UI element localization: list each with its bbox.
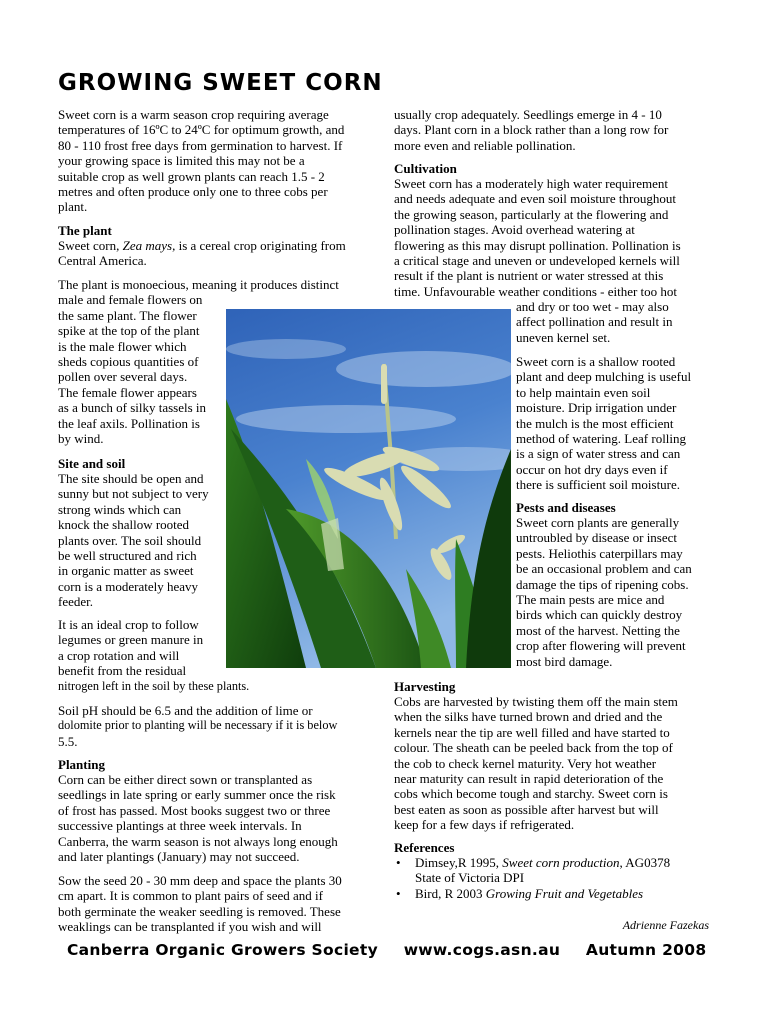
rotation-paragraph: It is an ideal crop to follow legumes or green manure in a crop rotation and will benefit from the residual nitrogen left in the soil by these plants. [58, 617, 250, 693]
heading-the-plant: The plant [58, 223, 112, 238]
author-name: Adrienne Fazekas [622, 918, 709, 932]
planting-paragraph: Corn can be either direct sown or transplanted as seedlings in late spring or early summer once the risk of frost has passed. Most books suggest two or three successive plantings at three week intervals. In Canberra, the warm season is not always long enough and later plantings (January) may not succeed. [58, 772, 338, 865]
seedlings-paragraph: usually crop adequately. Seedlings emerge in 4 - 10 days. Plant corn in a block rather than a long row for more even and reliable pollination. [394, 107, 669, 153]
references-list [394, 855, 670, 901]
plant-paragraph: Sweet corn, Zea mays, is a cereal crop originating from Central America. [58, 238, 346, 269]
sow-paragraph: Sow the seed 20 - 30 mm deep and space the plants 30 cm apart. It is common to plant pairs of seed and if both germinate the weaker seedling is removed. These weaklings can be transplanted if you wish and will [58, 873, 342, 935]
site-paragraph: The site should be open and sunny but not subject to very strong winds which can knock the shallow rooted plants over. The soil should be well structured and rich in organic matter as sweet corn is a moderately heavy feeder. [58, 471, 209, 610]
mulch-paragraph: Sweet corn is a shallow rooted plant and deep mulching is useful to help maintain even soil moisture. Drip irrigation under the mulch is the most efficient method of watering. Leaf rolling is a sign of water stress and can occur on hot dry days even if there is sufficient soil moisture. [516, 354, 692, 493]
monoecious-paragraph: The plant is monoecious, meaning it produces distinct male and female flowers on the same plant. The flower spike at the top of the plant is the male flower which sheds copious quantities of pollen over several days. The female flower appears as a bunch of silky tassels in the leaf axils. Pollination is by wind. [58, 277, 339, 447]
cultivation-paragraph: Sweet corn has a moderately high water requirement and needs adequate and even soil moisture throughout the growing season, particularly at the flowering and pollination stages. Avoid overhead watering at flowering as this may disrupt pollination. Pollination is a critical stage and uneven or undeveloped kernels will result if the plant is nutrient or water stressed at this time. Unfavourable weather conditions - either too hot [394, 176, 681, 299]
footer-issue: Autumn 2008 [585, 941, 707, 959]
harvesting-paragraph: Cobs are harvested by twisting them off the main stem when the silks have turned brown and dried and the kernels near the tip are well filled and have started to colour. The sheath can be peeled back from the top of the cob to check kernel maturity. Very hot weather near maturity can result in rapid deterioration of the cobs which become tough and starchy. Sweet corn is best eaten as soon as possible after harvest but will keep for a few days if refrigerated. [394, 694, 678, 833]
footer-url[interactable]: www.cogs.asn.au [403, 941, 561, 959]
article-title: GROWING SWEET CORN [58, 70, 383, 96]
footer-org: Canberra Organic Growers Society [67, 941, 378, 959]
sweet-corn-photo [226, 309, 511, 668]
heading-cultivation: Cultivation [394, 161, 457, 176]
intro-paragraph: Sweet corn is a warm season crop requiring average temperatures of 16ºC to 24ºC for optimum growth, and 80 - 110 frost free days from germination to harvest. If your growing space is limited this may not be a suitable crop as well grown plants can reach 1.5 - 2 metres and often produce only one to three cobs per plant. [58, 107, 345, 215]
heading-planting: Planting [58, 757, 105, 772]
cultivation-paragraph-cont: and dry or too wet - may also affect pollination and result in uneven kernel set. [516, 299, 673, 345]
heading-site-and-soil: Site and soil [58, 456, 126, 471]
ph-paragraph: Soil pH should be 6.5 and the addition of lime or dolomite prior to planting will be necessary if it is below 5.5. [58, 703, 338, 749]
pests-paragraph: Sweet corn plants are generally untroubled by disease or insect pests. Heliothis caterpillars may be an occasional problem and can damage the tips of ripening cobs. The main pests are mice and birds which can quickly destroy most of the harvest. Netting the crop after flowering will prevent most bird damage. [516, 515, 692, 669]
heading-references: References [394, 840, 455, 855]
reference-item: • Bird, R 2003 Growing Fruit and Vegetables [396, 885, 644, 901]
heading-pests-and-diseases: Pests and diseases [516, 500, 616, 515]
heading-harvesting: Harvesting [394, 679, 456, 694]
bullet-icon: • [396, 855, 401, 870]
reference-item: • Dimsey,R 1995, Sweet corn production, AG0378 State of Victoria DPI [396, 855, 671, 886]
footer [67, 941, 707, 959]
bullet-icon: • [396, 885, 401, 901]
